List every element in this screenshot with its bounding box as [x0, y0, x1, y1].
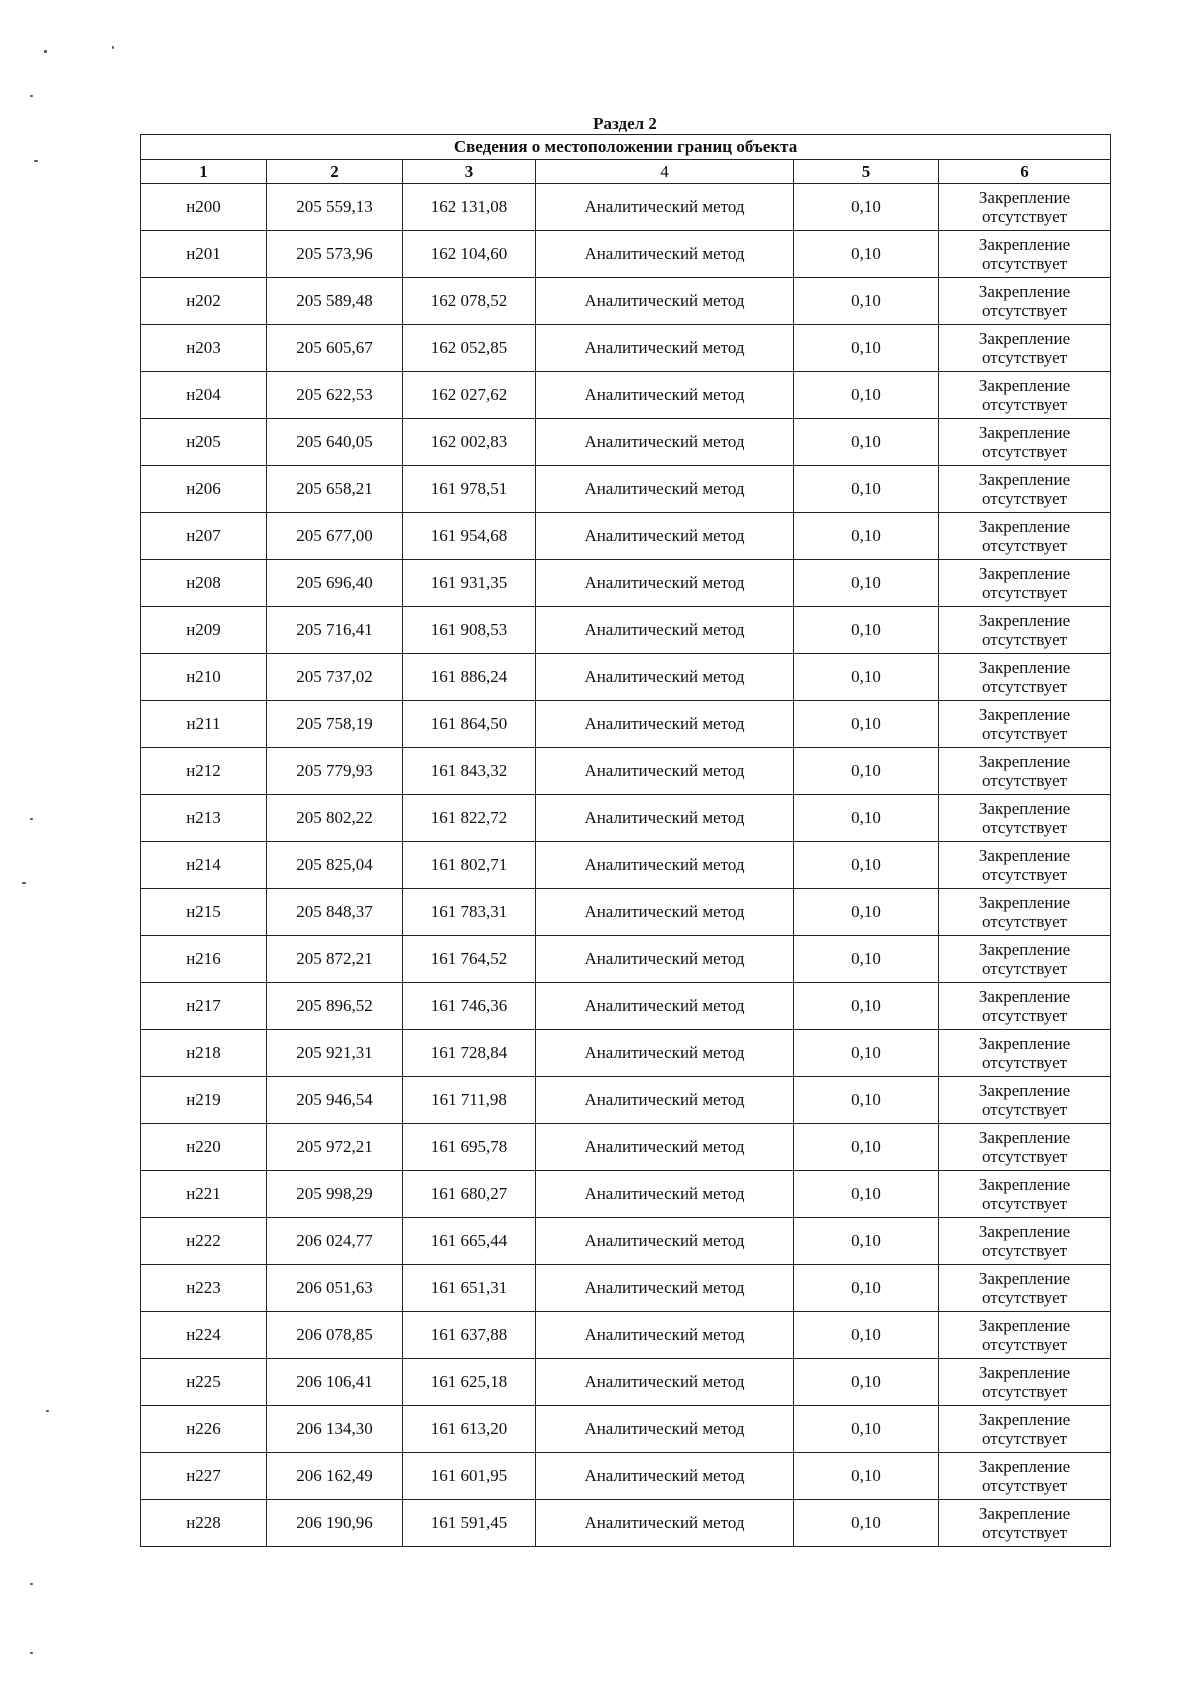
x-coordinate-cell: 205 696,40 — [267, 560, 403, 607]
table-row — [141, 278, 1111, 325]
fixing-line: Закрепление — [978, 376, 1071, 395]
fixing-line: отсутствует — [982, 1006, 1068, 1025]
column-number: 6 — [939, 160, 1111, 184]
fixing-line: отсутствует — [982, 254, 1068, 273]
accuracy-cell: 0,10 — [794, 1265, 939, 1312]
accuracy-cell: 0,10 — [794, 1500, 939, 1547]
point-name-cell: н205 — [141, 419, 267, 466]
x-coordinate-cell: 206 078,85 — [267, 1312, 403, 1359]
fixing-cell — [939, 842, 1111, 889]
table-row — [141, 513, 1111, 560]
column-number: 4 — [536, 160, 794, 184]
accuracy-cell: 0,10 — [794, 560, 939, 607]
method-cell: Аналитический метод — [536, 231, 794, 278]
method-cell: Аналитический метод — [536, 466, 794, 513]
x-coordinate-cell: 206 024,77 — [267, 1218, 403, 1265]
fixing-cell — [939, 654, 1111, 701]
point-name-cell: н223 — [141, 1265, 267, 1312]
accuracy-cell: 0,10 — [794, 1030, 939, 1077]
accuracy-cell: 0,10 — [794, 748, 939, 795]
y-coordinate-cell: 161 680,27 — [403, 1171, 536, 1218]
fixing-cell — [939, 1453, 1111, 1500]
table-row — [141, 842, 1111, 889]
fixing-line: отсутствует — [982, 1429, 1068, 1448]
method-cell: Аналитический метод — [536, 1312, 794, 1359]
method-cell: Аналитический метод — [536, 748, 794, 795]
method-cell: Аналитический метод — [536, 184, 794, 231]
table-row — [141, 607, 1111, 654]
fixing-cell — [939, 184, 1111, 231]
method-cell: Аналитический метод — [536, 607, 794, 654]
accuracy-cell: 0,10 — [794, 1077, 939, 1124]
point-name-cell: н211 — [141, 701, 267, 748]
method-cell: Аналитический метод — [536, 795, 794, 842]
fixing-cell — [939, 513, 1111, 560]
y-coordinate-cell: 161 931,35 — [403, 560, 536, 607]
fixing-line: Закрепление — [978, 329, 1071, 348]
x-coordinate-cell: 205 802,22 — [267, 795, 403, 842]
fixing-line: Закрепление — [978, 1222, 1071, 1241]
fixing-cell — [939, 1030, 1111, 1077]
point-name-cell: н219 — [141, 1077, 267, 1124]
accuracy-cell: 0,10 — [794, 889, 939, 936]
point-name-cell: н204 — [141, 372, 267, 419]
column-number: 3 — [403, 160, 536, 184]
method-cell: Аналитический метод — [536, 1265, 794, 1312]
fixing-line: Закрепление — [978, 188, 1071, 207]
fixing-line: отсутствует — [982, 489, 1068, 508]
y-coordinate-cell: 162 078,52 — [403, 278, 536, 325]
fixing-line: Закрепление — [978, 1504, 1071, 1523]
method-cell: Аналитический метод — [536, 1500, 794, 1547]
method-cell: Аналитический метод — [536, 889, 794, 936]
fixing-line: Закрепление — [978, 282, 1071, 301]
fixing-cell — [939, 1359, 1111, 1406]
accuracy-cell: 0,10 — [794, 466, 939, 513]
scan-speck — [22, 882, 26, 884]
y-coordinate-cell: 161 886,24 — [403, 654, 536, 701]
x-coordinate-cell: 205 758,19 — [267, 701, 403, 748]
accuracy-cell: 0,10 — [794, 1218, 939, 1265]
table-row — [141, 1124, 1111, 1171]
fixing-line: Закрепление — [978, 470, 1071, 489]
fixing-line: отсутствует — [982, 442, 1068, 461]
method-cell: Аналитический метод — [536, 325, 794, 372]
method-cell: Аналитический метод — [536, 1124, 794, 1171]
method-cell: Аналитический метод — [536, 1359, 794, 1406]
point-name-cell: н220 — [141, 1124, 267, 1171]
method-cell: Аналитический метод — [536, 372, 794, 419]
fixing-cell — [939, 1218, 1111, 1265]
fixing-line: Закрепление — [978, 658, 1071, 677]
y-coordinate-cell: 161 613,20 — [403, 1406, 536, 1453]
method-cell: Аналитический метод — [536, 1218, 794, 1265]
fixing-line: Закрепление — [978, 846, 1071, 865]
y-coordinate-cell: 161 746,36 — [403, 983, 536, 1030]
method-cell: Аналитический метод — [536, 1171, 794, 1218]
fixing-line: отсутствует — [982, 395, 1068, 414]
fixing-line: Закрепление — [978, 940, 1071, 959]
accuracy-cell: 0,10 — [794, 325, 939, 372]
fixing-line: Закрепление — [978, 893, 1071, 912]
y-coordinate-cell: 161 728,84 — [403, 1030, 536, 1077]
fixing-line: отсутствует — [982, 865, 1068, 884]
table-row — [141, 1406, 1111, 1453]
fixing-cell — [939, 889, 1111, 936]
point-name-cell: н203 — [141, 325, 267, 372]
x-coordinate-cell: 205 640,05 — [267, 419, 403, 466]
fixing-cell — [939, 278, 1111, 325]
method-cell: Аналитический метод — [536, 278, 794, 325]
fixing-line: отсутствует — [982, 1476, 1068, 1495]
point-name-cell: н215 — [141, 889, 267, 936]
point-name-cell: н210 — [141, 654, 267, 701]
fixing-cell — [939, 1077, 1111, 1124]
table-row — [141, 889, 1111, 936]
fixing-line: отсутствует — [982, 536, 1068, 555]
y-coordinate-cell: 161 783,31 — [403, 889, 536, 936]
accuracy-cell: 0,10 — [794, 1312, 939, 1359]
fixing-line: отсутствует — [982, 818, 1068, 837]
table-row — [141, 1359, 1111, 1406]
accuracy-cell: 0,10 — [794, 419, 939, 466]
fixing-line: Закрепление — [978, 1457, 1071, 1476]
fixing-line: Закрепление — [978, 611, 1071, 630]
x-coordinate-cell: 205 896,52 — [267, 983, 403, 1030]
x-coordinate-cell: 205 622,53 — [267, 372, 403, 419]
point-name-cell: н228 — [141, 1500, 267, 1547]
table-row — [141, 1500, 1111, 1547]
point-name-cell: н208 — [141, 560, 267, 607]
fixing-line: отсутствует — [982, 1523, 1068, 1542]
accuracy-cell: 0,10 — [794, 231, 939, 278]
y-coordinate-cell: 162 104,60 — [403, 231, 536, 278]
fixing-line: отсутствует — [982, 1194, 1068, 1213]
table-row — [141, 1171, 1111, 1218]
accuracy-cell: 0,10 — [794, 795, 939, 842]
y-coordinate-cell: 161 695,78 — [403, 1124, 536, 1171]
point-name-cell: н200 — [141, 184, 267, 231]
fixing-cell — [939, 419, 1111, 466]
accuracy-cell: 0,10 — [794, 1453, 939, 1500]
fixing-line: отсутствует — [982, 1053, 1068, 1072]
method-cell: Аналитический метод — [536, 936, 794, 983]
x-coordinate-cell: 205 779,93 — [267, 748, 403, 795]
y-coordinate-cell: 161 802,71 — [403, 842, 536, 889]
method-cell: Аналитический метод — [536, 1406, 794, 1453]
fixing-cell — [939, 1124, 1111, 1171]
fixing-cell — [939, 325, 1111, 372]
x-coordinate-cell: 205 589,48 — [267, 278, 403, 325]
table-row — [141, 560, 1111, 607]
column-number-row — [141, 160, 1111, 184]
fixing-cell — [939, 1265, 1111, 1312]
table-row — [141, 1077, 1111, 1124]
y-coordinate-cell: 161 908,53 — [403, 607, 536, 654]
accuracy-cell: 0,10 — [794, 936, 939, 983]
y-coordinate-cell: 161 822,72 — [403, 795, 536, 842]
fixing-line: Закрепление — [978, 799, 1071, 818]
method-cell: Аналитический метод — [536, 513, 794, 560]
point-name-cell: н227 — [141, 1453, 267, 1500]
x-coordinate-cell: 205 998,29 — [267, 1171, 403, 1218]
fixing-line: отсутствует — [982, 959, 1068, 978]
y-coordinate-cell: 161 637,88 — [403, 1312, 536, 1359]
method-cell: Аналитический метод — [536, 419, 794, 466]
x-coordinate-cell: 205 658,21 — [267, 466, 403, 513]
accuracy-cell: 0,10 — [794, 842, 939, 889]
fixing-line: отсутствует — [982, 348, 1068, 367]
y-coordinate-cell: 161 625,18 — [403, 1359, 536, 1406]
point-name-cell: н207 — [141, 513, 267, 560]
fixing-line: Закрепление — [978, 1363, 1071, 1382]
fixing-cell — [939, 936, 1111, 983]
fixing-line: Закрепление — [978, 1316, 1071, 1335]
fixing-line: Закрепление — [978, 1081, 1071, 1100]
x-coordinate-cell: 205 573,96 — [267, 231, 403, 278]
fixing-cell — [939, 1312, 1111, 1359]
fixing-cell — [939, 795, 1111, 842]
method-cell: Аналитический метод — [536, 983, 794, 1030]
scan-speck — [30, 95, 33, 97]
scan-speck — [44, 50, 47, 53]
x-coordinate-cell: 205 737,02 — [267, 654, 403, 701]
point-name-cell: н216 — [141, 936, 267, 983]
table-row — [141, 701, 1111, 748]
table-row — [141, 936, 1111, 983]
point-name-cell: н224 — [141, 1312, 267, 1359]
table-row — [141, 325, 1111, 372]
accuracy-cell: 0,10 — [794, 184, 939, 231]
accuracy-cell: 0,10 — [794, 654, 939, 701]
y-coordinate-cell: 161 601,95 — [403, 1453, 536, 1500]
method-cell: Аналитический метод — [536, 842, 794, 889]
fixing-line: отсутствует — [982, 771, 1068, 790]
x-coordinate-cell: 206 190,96 — [267, 1500, 403, 1547]
method-cell: Аналитический метод — [536, 1453, 794, 1500]
table-row — [141, 419, 1111, 466]
fixing-line: Закрепление — [978, 1128, 1071, 1147]
y-coordinate-cell: 161 591,45 — [403, 1500, 536, 1547]
table-row — [141, 184, 1111, 231]
fixing-cell — [939, 607, 1111, 654]
table-row — [141, 795, 1111, 842]
fixing-line: Закрепление — [978, 987, 1071, 1006]
point-name-cell: н214 — [141, 842, 267, 889]
table-body — [141, 184, 1111, 1547]
y-coordinate-cell: 161 665,44 — [403, 1218, 536, 1265]
table-row — [141, 654, 1111, 701]
column-number: 1 — [141, 160, 267, 184]
y-coordinate-cell: 162 131,08 — [403, 184, 536, 231]
accuracy-cell: 0,10 — [794, 983, 939, 1030]
accuracy-cell: 0,10 — [794, 278, 939, 325]
fixing-line: Закрепление — [978, 1410, 1071, 1429]
point-name-cell: н222 — [141, 1218, 267, 1265]
table-row — [141, 231, 1111, 278]
x-coordinate-cell: 206 134,30 — [267, 1406, 403, 1453]
fixing-line: отсутствует — [982, 301, 1068, 320]
fixing-line: отсутствует — [982, 1382, 1068, 1401]
fixing-line: отсутствует — [982, 207, 1068, 226]
table-row — [141, 748, 1111, 795]
table-caption: Сведения о местоположении границ объекта — [141, 135, 1111, 160]
fixing-line: Закрепление — [978, 517, 1071, 536]
y-coordinate-cell: 161 651,31 — [403, 1265, 536, 1312]
fixing-line: отсутствует — [982, 583, 1068, 602]
point-name-cell: н218 — [141, 1030, 267, 1077]
accuracy-cell: 0,10 — [794, 513, 939, 560]
fixing-line: Закрепление — [978, 752, 1071, 771]
fixing-cell — [939, 983, 1111, 1030]
accuracy-cell: 0,10 — [794, 607, 939, 654]
fixing-cell — [939, 748, 1111, 795]
x-coordinate-cell: 206 162,49 — [267, 1453, 403, 1500]
fixing-line: отсутствует — [982, 677, 1068, 696]
x-coordinate-cell: 205 848,37 — [267, 889, 403, 936]
y-coordinate-cell: 161 764,52 — [403, 936, 536, 983]
point-name-cell: н206 — [141, 466, 267, 513]
point-name-cell: н217 — [141, 983, 267, 1030]
fixing-line: Закрепление — [978, 564, 1071, 583]
y-coordinate-cell: 161 954,68 — [403, 513, 536, 560]
scan-speck — [34, 160, 38, 162]
accuracy-cell: 0,10 — [794, 1171, 939, 1218]
x-coordinate-cell: 205 921,31 — [267, 1030, 403, 1077]
fixing-cell — [939, 701, 1111, 748]
scan-speck — [30, 1583, 33, 1585]
fixing-line: Закрепление — [978, 423, 1071, 442]
x-coordinate-cell: 205 872,21 — [267, 936, 403, 983]
x-coordinate-cell: 205 825,04 — [267, 842, 403, 889]
method-cell: Аналитический метод — [536, 560, 794, 607]
fixing-line: Закрепление — [978, 235, 1071, 254]
point-name-cell: н225 — [141, 1359, 267, 1406]
method-cell: Аналитический метод — [536, 1030, 794, 1077]
fixing-cell — [939, 231, 1111, 278]
table-row — [141, 1218, 1111, 1265]
boundary-table — [140, 134, 1111, 1547]
accuracy-cell: 0,10 — [794, 1124, 939, 1171]
fixing-line: Закрепление — [978, 1175, 1071, 1194]
fixing-line: Закрепление — [978, 1269, 1071, 1288]
table-row — [141, 466, 1111, 513]
fixing-line: отсутствует — [982, 630, 1068, 649]
x-coordinate-cell: 206 106,41 — [267, 1359, 403, 1406]
table-row — [141, 1453, 1111, 1500]
fixing-line: Закрепление — [978, 705, 1071, 724]
x-coordinate-cell: 205 716,41 — [267, 607, 403, 654]
y-coordinate-cell: 161 864,50 — [403, 701, 536, 748]
accuracy-cell: 0,10 — [794, 701, 939, 748]
fixing-line: Закрепление — [978, 1034, 1071, 1053]
x-coordinate-cell: 205 972,21 — [267, 1124, 403, 1171]
fixing-line: отсутствует — [982, 1288, 1068, 1307]
point-name-cell: н226 — [141, 1406, 267, 1453]
x-coordinate-cell: 206 051,63 — [267, 1265, 403, 1312]
x-coordinate-cell: 205 559,13 — [267, 184, 403, 231]
table-row — [141, 1265, 1111, 1312]
fixing-line: отсутствует — [982, 724, 1068, 743]
fixing-cell — [939, 560, 1111, 607]
fixing-line: отсутствует — [982, 1335, 1068, 1354]
fixing-line: отсутствует — [982, 912, 1068, 931]
x-coordinate-cell: 205 677,00 — [267, 513, 403, 560]
y-coordinate-cell: 162 052,85 — [403, 325, 536, 372]
y-coordinate-cell: 162 027,62 — [403, 372, 536, 419]
section-title: Раздел 2 — [593, 114, 657, 133]
table-row — [141, 372, 1111, 419]
x-coordinate-cell: 205 946,54 — [267, 1077, 403, 1124]
table-row — [141, 983, 1111, 1030]
y-coordinate-cell: 161 978,51 — [403, 466, 536, 513]
column-number: 2 — [267, 160, 403, 184]
point-name-cell: н202 — [141, 278, 267, 325]
fixing-cell — [939, 1406, 1111, 1453]
method-cell: Аналитический метод — [536, 701, 794, 748]
y-coordinate-cell: 161 711,98 — [403, 1077, 536, 1124]
point-name-cell: н212 — [141, 748, 267, 795]
fixing-cell — [939, 1500, 1111, 1547]
accuracy-cell: 0,10 — [794, 1359, 939, 1406]
y-coordinate-cell: 162 002,83 — [403, 419, 536, 466]
x-coordinate-cell: 205 605,67 — [267, 325, 403, 372]
scan-speck — [30, 1652, 33, 1654]
point-name-cell: н213 — [141, 795, 267, 842]
y-coordinate-cell: 161 843,32 — [403, 748, 536, 795]
scan-speck — [30, 818, 33, 820]
scan-speck — [112, 46, 114, 49]
fixing-cell — [939, 1171, 1111, 1218]
fixing-cell — [939, 372, 1111, 419]
fixing-line: отсутствует — [982, 1100, 1068, 1119]
fixing-line: отсутствует — [982, 1241, 1068, 1260]
table-row — [141, 1030, 1111, 1077]
scan-speck — [46, 1410, 49, 1412]
point-name-cell: н209 — [141, 607, 267, 654]
accuracy-cell: 0,10 — [794, 1406, 939, 1453]
fixing-line: отсутствует — [982, 1147, 1068, 1166]
column-number: 5 — [794, 160, 939, 184]
accuracy-cell: 0,10 — [794, 372, 939, 419]
point-name-cell: н201 — [141, 231, 267, 278]
point-name-cell: н221 — [141, 1171, 267, 1218]
method-cell: Аналитический метод — [536, 654, 794, 701]
table-row — [141, 1312, 1111, 1359]
fixing-cell — [939, 466, 1111, 513]
method-cell: Аналитический метод — [536, 1077, 794, 1124]
